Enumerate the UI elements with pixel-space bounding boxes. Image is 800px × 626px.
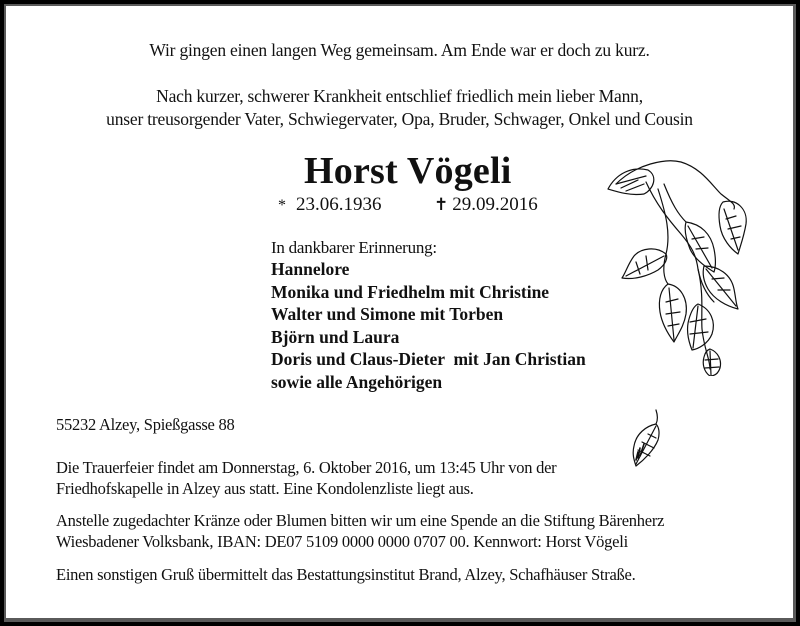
closing-note: Einen sonstigen Gruß übermittelt das Bestattungsinstitut Brand, Alzey, Schafhäuser Straße. [56, 565, 636, 584]
mourners-list [271, 258, 586, 393]
mourner-line: Walter und Simone mit Torben [271, 304, 504, 324]
announcement-line-2: unser treusorgender Vater, Schwiegervater, Opa, Bruder, Schwager, Onkel und Cousin [106, 109, 693, 129]
donation-line-2: Wiesbadener Volksbank, IBAN: DE07 5109 0000 0000 0707 00. Kennwort: Horst Vögeli [56, 532, 628, 551]
obituary-notice [6, 6, 793, 618]
deceased-name: Horst Vögeli [304, 150, 512, 192]
motto: Wir gingen einen langen Weg gemeinsam. Am Ende war er doch zu kurz. [149, 40, 650, 60]
mourner-line: Doris und Claus-Dieter mit Jan Christian [271, 349, 586, 369]
birth-star-icon: * [278, 197, 286, 214]
address: 55232 Alzey, Spießgasse 88 [56, 415, 235, 434]
birch-branch-icon [586, 154, 766, 376]
death-cross-icon: ✝ [434, 195, 449, 215]
mourner-line: Björn und Laura [271, 326, 400, 347]
death-info [434, 194, 538, 216]
birth-info [278, 194, 382, 216]
falling-leaf-icon [626, 408, 666, 470]
death-date: 29.09.2016 [452, 194, 538, 215]
announcement-line-1: Nach kurzer, schwerer Krankheit entschlief friedlich mein lieber Mann, [156, 86, 643, 106]
mourner-line: sowie alle Angehörigen [271, 371, 443, 392]
mourner-line: Monika und Friedhelm mit Christine [271, 281, 550, 302]
remembrance-intro: In dankbarer Erinnerung: [271, 238, 437, 257]
donation-line-1: Anstelle zugedachter Kränze oder Blumen bitten wir um eine Spende an die Stiftung Bärenherz [56, 511, 665, 530]
funeral-line-1: Die Trauerfeier findet am Donnerstag, 6. Oktober 2016, um 13:45 Uhr von der [56, 458, 557, 477]
birth-date: 23.06.1936 [296, 194, 382, 215]
funeral-line-2: Friedhofskapelle in Alzey aus statt. Eine Kondolenzliste liegt aus. [56, 479, 474, 498]
mourner-line: Hannelore [271, 259, 350, 279]
